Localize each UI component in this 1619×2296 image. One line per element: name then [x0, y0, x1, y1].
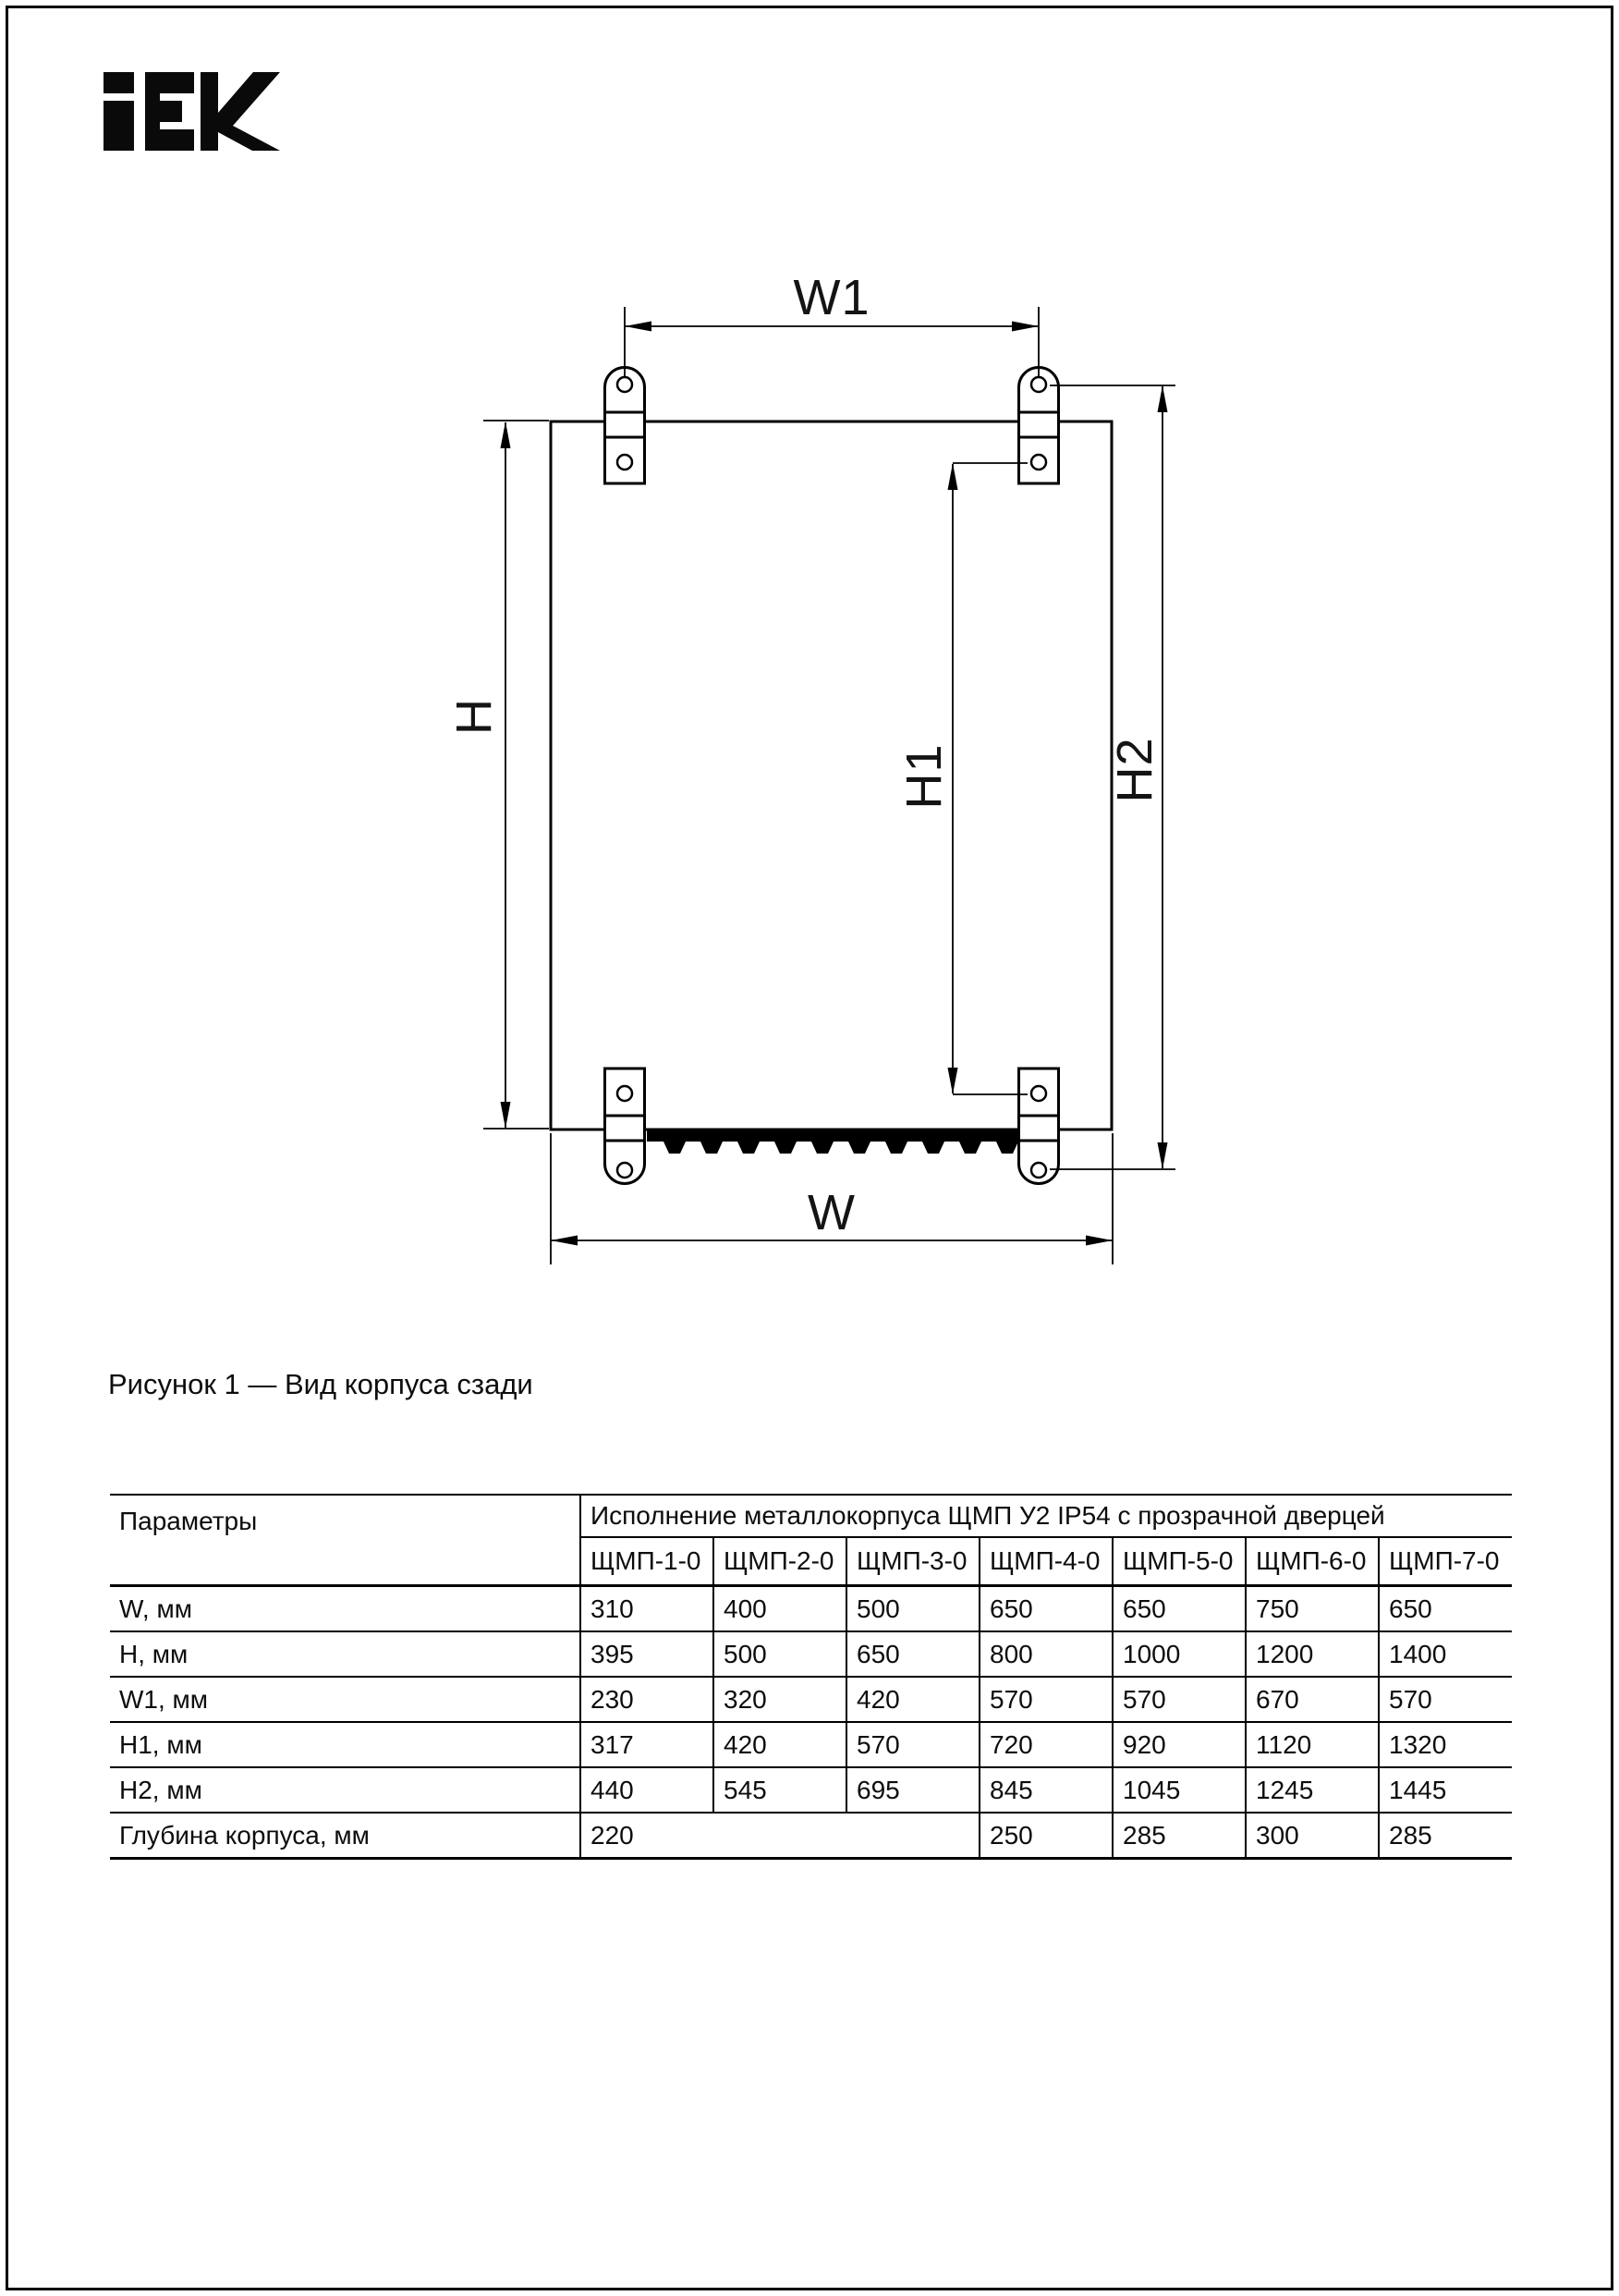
value-cell: 1400: [1379, 1631, 1512, 1677]
value-cell: 650: [846, 1631, 980, 1677]
bracket-top-left: [605, 368, 645, 484]
bracket-hole: [1031, 377, 1046, 392]
table-row: [110, 1586, 1512, 1632]
value-cell: 545: [713, 1767, 846, 1813]
value-cell: 920: [1113, 1722, 1246, 1767]
value-cell: 570: [846, 1722, 980, 1767]
table-row: [110, 1631, 1512, 1677]
value-cell: 650: [1113, 1586, 1246, 1632]
value-cell: 500: [713, 1631, 846, 1677]
value-cell: 230: [580, 1677, 713, 1722]
value-cell: 650: [980, 1586, 1113, 1632]
dim-label-w: W: [808, 1185, 856, 1240]
bracket-hole: [1031, 1086, 1046, 1101]
bracket-hole: [617, 1086, 632, 1101]
value-cell: 400: [713, 1586, 846, 1632]
value-cell: 1200: [1246, 1631, 1379, 1677]
model-header-cell: ЩМП-1-0: [580, 1537, 713, 1586]
value-cell: 285: [1113, 1813, 1246, 1859]
model-header-cell: ЩМП-4-0: [980, 1537, 1113, 1586]
table-row: [110, 1767, 1512, 1813]
row-label-cell: W, мм: [110, 1586, 580, 1632]
bracket-hole: [617, 377, 632, 392]
model-header-cell: ЩМП-5-0: [1113, 1537, 1246, 1586]
dim-label-h: H: [446, 698, 502, 735]
value-cell: 395: [580, 1631, 713, 1677]
value-cell: 1445: [1379, 1767, 1512, 1813]
value-cell: 440: [580, 1767, 713, 1813]
value-cell: 500: [846, 1586, 980, 1632]
arrowhead: [1086, 1236, 1113, 1246]
value-cell: 317: [580, 1722, 713, 1767]
spec-table-wrap: [110, 1494, 1512, 1860]
value-cell: 300: [1246, 1813, 1379, 1859]
value-cell: 650: [1379, 1586, 1512, 1632]
value-cell: 1320: [1379, 1722, 1512, 1767]
arrowhead: [501, 1102, 511, 1129]
value-cell: 845: [980, 1767, 1113, 1813]
dim-label-h1: H1: [896, 743, 952, 810]
arrowhead: [551, 1236, 578, 1246]
table-row: [110, 1722, 1512, 1767]
value-cell: 1000: [1113, 1631, 1246, 1677]
row-label-cell: H2, мм: [110, 1767, 580, 1813]
value-cell: 250: [980, 1813, 1113, 1859]
model-header-cell: ЩМП-6-0: [1246, 1537, 1379, 1586]
value-cell: 1045: [1113, 1767, 1246, 1813]
arrowhead: [1158, 385, 1168, 412]
dim-label-w1: W1: [793, 270, 870, 325]
dim-label-h2: H2: [1107, 737, 1163, 803]
arrowhead: [1012, 322, 1039, 332]
spec-table: [110, 1494, 1512, 1860]
model-header-cell: ЩМП-2-0: [713, 1537, 846, 1586]
table-header-row-group: [110, 1495, 1512, 1537]
figure-caption: Рисунок 1 — Вид корпуса сзади: [108, 1368, 533, 1400]
table-row: [110, 1677, 1512, 1722]
table-row: [110, 1813, 1512, 1859]
serrated-strip: [647, 1130, 1018, 1154]
dimension-h: [483, 421, 549, 1129]
enclosure-outline: [551, 421, 1112, 1130]
value-cell: 1120: [1246, 1722, 1379, 1767]
value-cell: 570: [1113, 1677, 1246, 1722]
value-cell: 750: [1246, 1586, 1379, 1632]
model-header-cell: ЩМП-3-0: [846, 1537, 980, 1586]
value-cell: 720: [980, 1722, 1113, 1767]
bracket-hole: [617, 1163, 632, 1178]
row-label-cell: H, мм: [110, 1631, 580, 1677]
arrowhead: [501, 421, 511, 448]
bracket-hole: [1031, 1163, 1046, 1178]
value-cell: 310: [580, 1586, 713, 1632]
value-cell: 695: [846, 1767, 980, 1813]
arrowhead: [1158, 1142, 1168, 1169]
arrowhead: [625, 322, 651, 332]
param-header-cell: Параметры: [110, 1495, 580, 1586]
bracket-bottom-right: [1019, 1069, 1059, 1184]
value-cell: 320: [713, 1677, 846, 1722]
value-cell: 220: [580, 1813, 980, 1859]
value-cell: 670: [1246, 1677, 1379, 1722]
row-label-cell: W1, мм: [110, 1677, 580, 1722]
value-cell: 800: [980, 1631, 1113, 1677]
bracket-bottom-left: [605, 1069, 645, 1184]
model-header-cell: ЩМП-7-0: [1379, 1537, 1512, 1586]
value-cell: 420: [713, 1722, 846, 1767]
value-cell: 570: [980, 1677, 1113, 1722]
value-cell: 1245: [1246, 1767, 1379, 1813]
row-label-cell: H1, мм: [110, 1722, 580, 1767]
bracket-hole: [1031, 455, 1046, 470]
row-label-cell: Глубина корпуса, мм: [110, 1813, 580, 1859]
value-cell: 570: [1379, 1677, 1512, 1722]
group-header-cell: Исполнение металлокорпуса ЩМП У2 IP54 с прозрачной дверцей: [580, 1495, 1512, 1537]
bracket-hole: [617, 455, 632, 470]
value-cell: 285: [1379, 1813, 1512, 1859]
value-cell: 420: [846, 1677, 980, 1722]
